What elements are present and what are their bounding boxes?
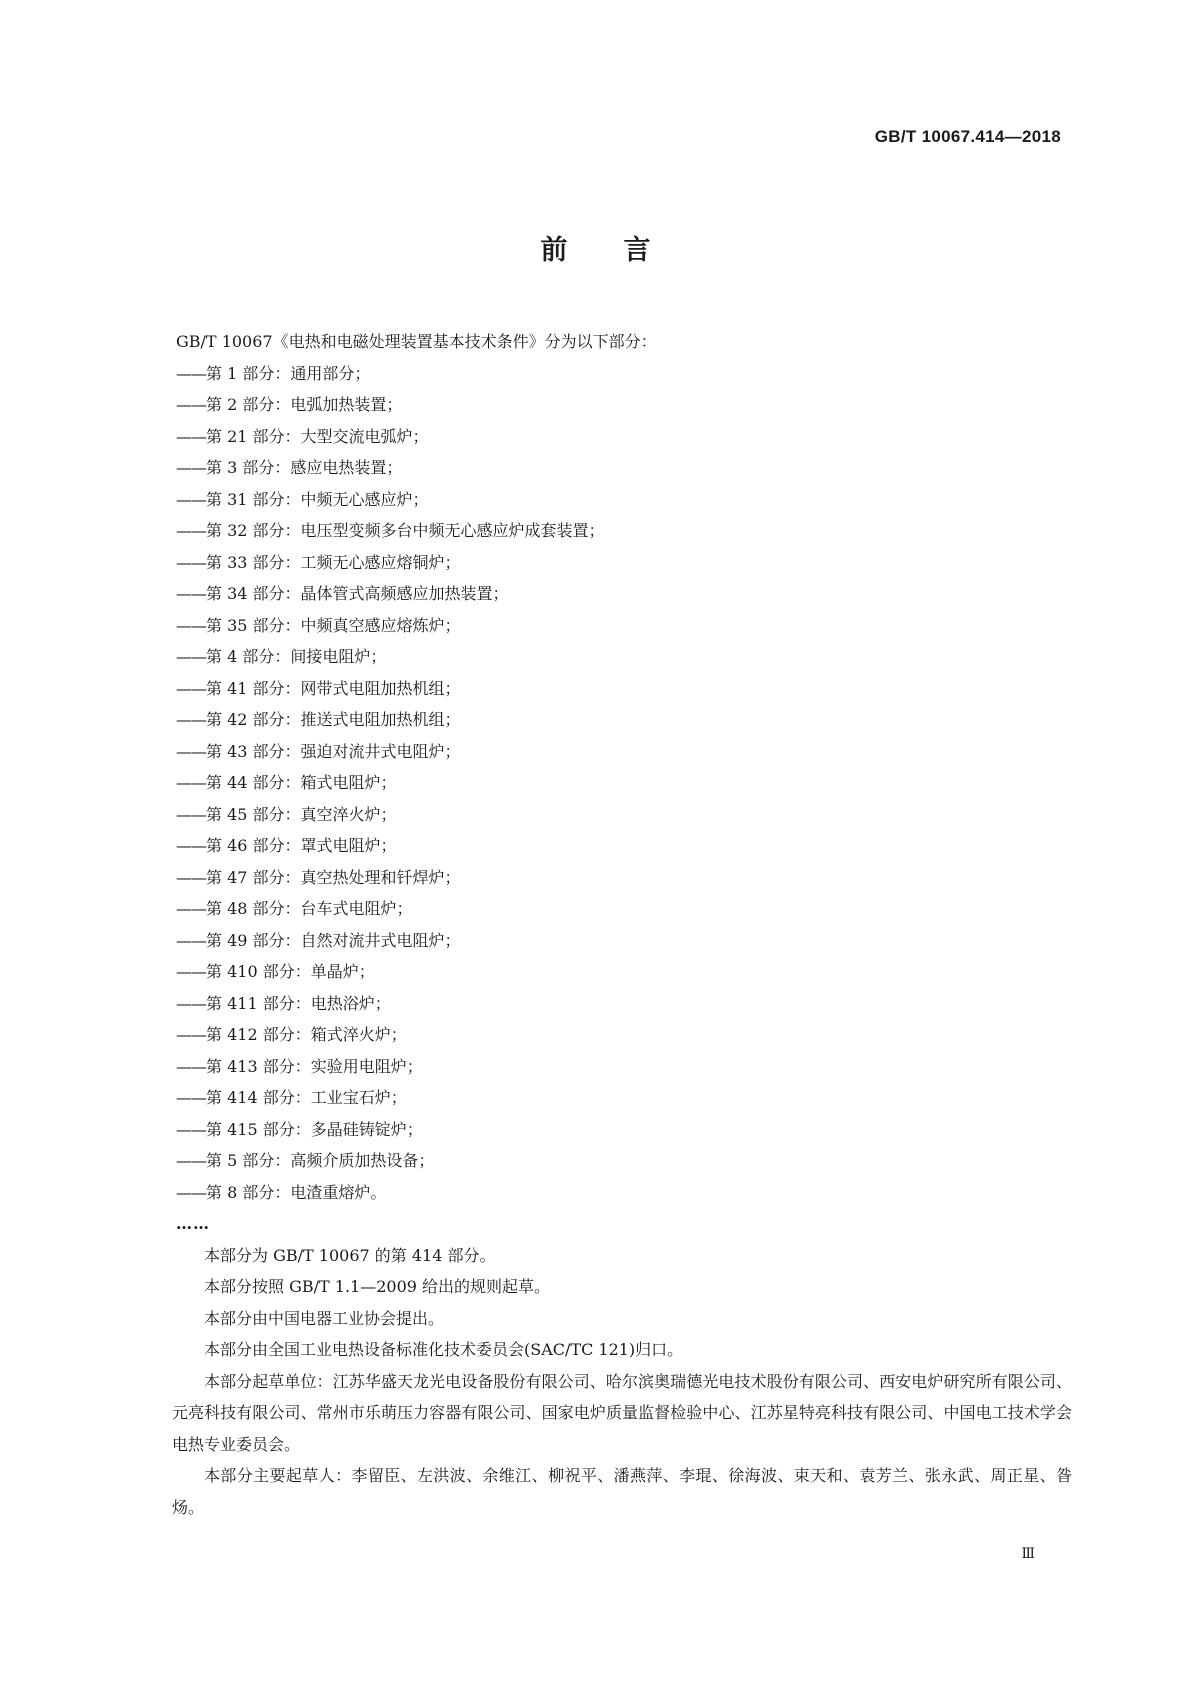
paragraph-proposer: 本部分由中国电器工业协会提出。: [204, 1308, 445, 1328]
part-label: 第 8 部分：电渣重熔炉。: [206, 1182, 387, 1202]
list-item: [172, 1114, 1072, 1146]
part-label: 第 49 部分：自然对流井式电阻炉；: [206, 930, 461, 950]
part-label: 第 43 部分：强迫对流井式电阻炉；: [206, 741, 461, 761]
part-label: 第 413 部分：实验用电阻炉；: [206, 1056, 423, 1076]
paragraph-part-number: 本部分为 GB/T 10067 的第 414 部分。: [204, 1245, 496, 1265]
part-label: 第 5 部分：高频介质加热设备；: [206, 1151, 435, 1170]
list-item: [172, 1177, 1072, 1209]
list-item: [172, 452, 1072, 484]
part-label: 第 45 部分：真空淬火炉；: [206, 804, 397, 824]
list-item: [172, 925, 1072, 957]
dash-marker: ——: [176, 1182, 206, 1202]
dash-marker: ——: [176, 1056, 206, 1076]
paragraph-drafting-rules: 本部分按照 GB/T 1.1—2009 给出的规则起草。: [204, 1277, 551, 1296]
dash-marker: ——: [176, 678, 206, 698]
list-item: [172, 862, 1072, 894]
dash-marker: ——: [176, 867, 206, 887]
list-item: [172, 1082, 1072, 1114]
part-label: 第 46 部分：罩式电阻炉；: [206, 836, 397, 855]
dash-marker: ——: [176, 773, 206, 792]
standard-number: GB/T 10067.414—2018: [874, 127, 1061, 146]
part-label: 第 4 部分：间接电阻炉；: [206, 647, 387, 666]
list-item: [172, 547, 1072, 579]
list-item: [172, 484, 1072, 516]
dash-marker: ——: [176, 615, 206, 635]
list-item: [172, 358, 1072, 390]
list-item: [172, 1145, 1072, 1177]
list-item: [172, 578, 1072, 610]
dash-marker: ——: [176, 489, 206, 509]
part-label: 第 1 部分：通用部分；: [206, 363, 371, 383]
list-item: [172, 704, 1072, 736]
part-label: 第 414 部分：工业宝石炉；: [206, 1088, 407, 1107]
dash-marker: ——: [176, 741, 206, 761]
part-label: 第 48 部分：台车式电阻炉；: [206, 899, 413, 918]
dash-marker: ——: [176, 647, 206, 666]
paragraph-drafters: 本部分主要起草人：李留臣、左洪波、余维江、柳祝平、潘燕萍、李琨、徐海波、束天和、袁芳兰、张永武、周正星、昝炀。: [172, 1466, 1072, 1517]
part-label: 第 412 部分：箱式淬火炉；: [206, 1025, 407, 1044]
page-number: Ⅲ: [1021, 1546, 1035, 1562]
part-label: 第 32 部分：电压型变频多台中频无心感应炉成套装置；: [206, 521, 605, 540]
part-label: 第 3 部分：感应电热装置；: [206, 458, 403, 477]
part-label: 第 411 部分：电热浴炉；: [206, 993, 391, 1013]
part-label: 第 47 部分：真空热处理和钎焊炉；: [206, 867, 461, 887]
dash-marker: ——: [176, 1151, 206, 1170]
dash-marker: ——: [176, 710, 206, 729]
page-title: [0, 228, 1191, 267]
list-item: [172, 956, 1072, 988]
paragraph-administration: 本部分由全国工业电热设备标准化技术委员会(SAC/TC 121)归口。: [204, 1340, 684, 1359]
dash-marker: ——: [176, 930, 206, 950]
dash-marker: ——: [176, 521, 206, 540]
dash-marker: ——: [176, 584, 206, 603]
part-label: 第 21 部分：大型交流电弧炉；: [206, 426, 429, 446]
parts-list: [172, 358, 1072, 1209]
dash-marker: ——: [176, 552, 206, 572]
dash-marker: ——: [176, 363, 206, 383]
dash-marker: ——: [176, 993, 206, 1013]
dash-marker: ——: [176, 395, 206, 414]
list-item: [172, 389, 1072, 421]
part-label: 第 31 部分：中频无心感应炉；: [206, 489, 429, 509]
title-char-1: 前: [540, 235, 568, 266]
list-item: [172, 673, 1072, 705]
ellipsis: ……: [176, 1214, 210, 1233]
list-item: [172, 736, 1072, 768]
part-label: 第 34 部分：晶体管式高频感应加热装置；: [206, 584, 509, 603]
part-label: 第 44 部分：箱式电阻炉；: [206, 773, 397, 792]
list-item: [172, 421, 1072, 453]
list-item: [172, 767, 1072, 799]
intro-line: GB/T 10067《电热和电磁处理装置基本技术条件》分为以下部分：: [176, 332, 657, 351]
list-item: [172, 1051, 1072, 1083]
dash-marker: ——: [176, 899, 206, 918]
list-item: [172, 893, 1072, 925]
dash-marker: ——: [176, 426, 206, 446]
dash-marker: ——: [176, 458, 206, 477]
list-item: [172, 830, 1072, 862]
part-label: 第 35 部分：中频真空感应熔炼炉；: [206, 615, 461, 635]
part-label: 第 42 部分：推送式电阻加热机组；: [206, 710, 461, 729]
list-item: [172, 799, 1072, 831]
dash-marker: ——: [176, 1088, 206, 1107]
list-item: [172, 988, 1072, 1020]
dash-marker: ——: [176, 836, 206, 855]
list-item: [172, 1019, 1072, 1051]
part-label: 第 2 部分：电弧加热装置；: [206, 395, 403, 414]
part-label: 第 410 部分：单晶炉；: [206, 962, 375, 981]
paragraph-drafting-units: 本部分起草单位：江苏华盛天龙光电设备股份有限公司、哈尔滨奥瑞德光电技术股份有限公司、西安电炉研究所有限公司、元亮科技有限公司、常州市乐萌压力容器有限公司、国家电炉质量监督检验中心、江苏星特亮科技有限公司、中国电工技术学会电热专业委员会。: [172, 1371, 1072, 1454]
title-char-2: 言: [623, 235, 651, 266]
list-item: [172, 515, 1072, 547]
dash-marker: ——: [176, 1025, 206, 1044]
list-item: [172, 641, 1072, 673]
dash-marker: ——: [176, 1119, 206, 1139]
list-item: [172, 610, 1072, 642]
dash-marker: ——: [176, 962, 206, 981]
part-label: 第 41 部分：网带式电阻加热机组；: [206, 678, 461, 698]
foreword-body: [172, 326, 1072, 1523]
dash-marker: ——: [176, 804, 206, 824]
part-label: 第 33 部分：工频无心感应熔铜炉；: [206, 552, 461, 572]
part-label: 第 415 部分：多晶硅铸锭炉；: [206, 1119, 423, 1139]
